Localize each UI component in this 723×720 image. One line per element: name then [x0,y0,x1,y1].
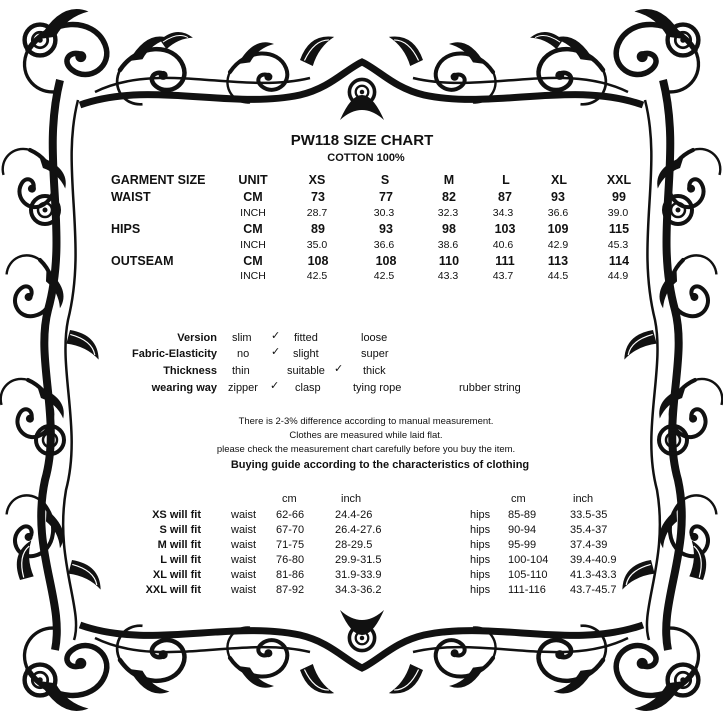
table-cell: 44.9 [607,270,629,282]
row-label-outseam: OUTSEAM [111,254,174,268]
size-header-l: L [502,173,510,187]
guide-waist-label: waist [231,554,257,566]
table-cell: 42.5 [373,270,395,282]
guide-cell: 33.5-35 [570,509,608,521]
guide-hips-label: hips [470,569,491,581]
table-cell: 82 [442,190,456,204]
row-label-hips: HIPS [111,222,141,236]
check-icon: ✓ [271,330,281,342]
table-cell: 43.3 [437,270,459,282]
attr-label-thickness: Thickness [163,365,217,377]
frame-top [80,29,643,120]
frame-left [0,80,104,650]
attr-option: tying rope [353,382,402,394]
guide-cell: 81-86 [276,569,305,581]
guide-cell: 34.3-36.2 [335,584,382,596]
note-line: Clothes are measured while laid flat. [289,430,443,441]
attr-option: fitted [294,332,318,344]
table-cell: 89 [311,222,325,236]
guide-cell: 39.4-40.9 [570,554,617,566]
attr-option: thick [363,365,386,377]
unit-cm: CM [243,254,263,268]
table-cell: 93 [379,222,393,236]
unit-cm: CM [243,222,263,236]
attr-option: loose [361,332,388,344]
guide-inch-header: inch [341,493,362,505]
guide-cell: 67-70 [276,524,305,536]
guide-waist-label: waist [231,539,257,551]
guide-cm-header-hips: cm [511,493,526,505]
attr-option: slight [293,348,319,360]
table-cell: 38.6 [437,239,459,251]
material-label: COTTON 100% [327,152,405,164]
unit-inch: INCH [240,239,266,251]
guide-cell: 29.9-31.5 [335,554,382,566]
note-line: There is 2-3% difference according to manual measurement. [238,416,494,427]
table-cell: 35.0 [306,239,328,251]
attr-option: clasp [295,382,321,394]
garment-size-header: GARMENT SIZE [111,173,206,187]
unit-header: UNIT [238,173,268,187]
guide-cell: 43.7-45.7 [570,584,617,596]
size-header-m: M [443,173,455,187]
table-cell: 110 [438,254,460,268]
guide-hips-label: hips [470,524,491,536]
guide-cell: 76-80 [276,554,305,566]
table-cell: 40.6 [492,239,514,251]
table-cell: 36.6 [547,207,569,219]
frame-bottom [80,610,643,697]
table-cell: 108 [307,254,329,268]
guide-cell: 71-75 [276,539,305,551]
guide-hips-label: hips [470,509,491,521]
guide-cell: 31.9-33.9 [335,569,382,581]
frame-right [619,80,723,650]
guide-waist-label: waist [231,524,257,536]
table-cell: 73 [311,190,325,204]
table-cell: 93 [551,190,565,204]
unit-inch: INCH [240,207,266,219]
guide-fit-label: XS will fit [152,509,201,521]
frame-corner-top-right [616,9,698,92]
table-cell: 109 [547,222,569,236]
guide-hips-label: hips [470,584,491,596]
frame-corner-top-left [24,9,106,92]
attr-option: thin [232,365,250,377]
table-cell: 99 [612,190,626,204]
table-cell: 34.3 [492,207,514,219]
guide-cell: 111-116 [508,584,546,596]
guide-waist-label: waist [231,509,257,521]
note-line: please check the measurement chart carefully before you buy the item. [216,444,516,455]
guide-cell: 37.4-39 [570,539,608,551]
guide-cell: 26.4-27.6 [335,524,382,536]
frame-corner-bottom-right [616,628,698,711]
guide-fit-label: M will fit [157,539,201,551]
frame-corner-bottom-left [24,628,106,711]
table-cell: 115 [608,222,630,236]
guide-hips-label: hips [470,554,491,566]
guide-cell: 28-29.5 [335,539,373,551]
page-title: PW118 SIZE CHART [290,132,434,149]
guide-waist-label: waist [231,584,257,596]
table-cell: 42.5 [306,270,328,282]
table-cell: 87 [498,190,512,204]
guide-cell: 95-99 [508,539,537,551]
table-cell: 28.7 [306,207,328,219]
table-cell: 44.5 [547,270,569,282]
table-cell: 103 [494,222,516,236]
check-icon: ✓ [271,346,281,358]
guide-fit-label: XL will fit [152,569,201,581]
size-header-s: S [380,173,390,187]
attr-option: suitable [287,365,325,377]
table-cell: 77 [379,190,393,204]
attr-option: zipper [228,382,258,394]
attr-label-wearing-way: wearing way [151,382,217,394]
guide-cell: 24.4-26 [335,509,373,521]
attr-option: super [361,348,389,360]
guide-title: Buying guide according to the characteristics of clothing [230,459,530,471]
guide-cell: 35.4-37 [570,524,608,536]
table-cell: 43.7 [492,270,514,282]
attr-option: rubber string [459,382,521,394]
guide-inch-header-hips: inch [573,493,594,505]
size-header-xs: XS [308,173,326,187]
guide-cell: 100-104 [508,554,549,566]
guide-cell: 105-110 [508,569,548,581]
attr-option: slim [232,332,252,344]
guide-fit-label: S will fit [159,524,201,536]
guide-cell: 85-89 [508,509,537,521]
size-header-xxl: XXL [606,173,632,187]
table-cell: 45.3 [607,239,629,251]
table-cell: 39.0 [607,207,629,219]
table-cell: 36.6 [373,239,395,251]
check-icon: ✓ [270,380,280,392]
unit-cm: CM [243,190,263,204]
table-cell: 108 [375,254,397,268]
unit-inch: INCH [240,270,266,282]
guide-fit-label: XXL will fit [145,584,201,596]
guide-cell: 90-94 [508,524,537,536]
table-cell: 98 [442,222,456,236]
guide-waist-label: waist [231,569,257,581]
guide-cell: 62-66 [276,509,305,521]
table-cell: 113 [547,254,569,268]
row-label-waist: WAIST [111,190,151,204]
guide-fit-label: L will fit [160,554,201,566]
guide-cell: 41.3-43.3 [570,569,617,581]
attr-label-version: Version [177,332,217,344]
table-cell: 114 [608,254,630,268]
guide-hips-label: hips [470,539,491,551]
size-header-xl: XL [551,173,567,187]
attr-label-fabric-elasticity: Fabric-Elasticity [132,348,217,360]
guide-cell: 87-92 [276,584,305,596]
check-icon: ✓ [334,363,344,375]
guide-cm-header: cm [282,493,297,505]
table-cell: 30.3 [373,207,395,219]
attr-option: no [237,348,250,360]
table-cell: 32.3 [437,207,459,219]
table-cell: 111 [495,254,515,268]
table-cell: 42.9 [547,239,569,251]
